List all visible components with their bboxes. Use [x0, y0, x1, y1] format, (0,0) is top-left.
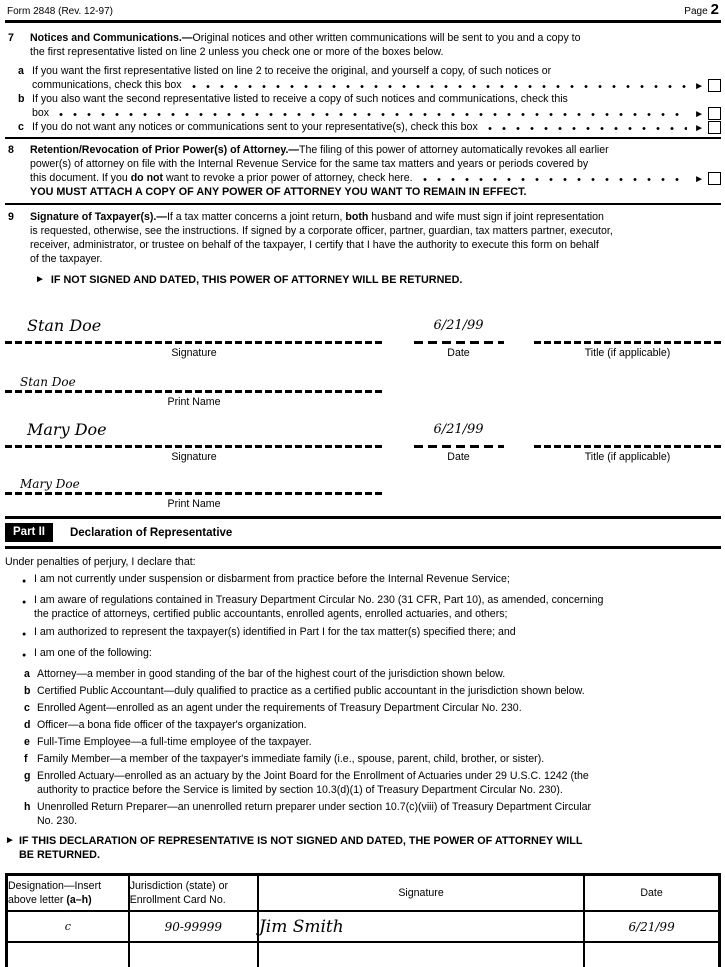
section-8-number: 8 [8, 144, 14, 156]
line-7c: c If you do not want any notices or communications sent to your representative(s), check this box ► [5, 120, 721, 134]
declaration-bullet: ● I am not currently under suspension or disbarment from practice before the Internal Revenue Service; [5, 572, 721, 589]
pointer-arrow-icon: ► [694, 109, 704, 120]
designation-cell[interactable]: c [7, 911, 129, 942]
line-7b-letter: b [18, 93, 25, 105]
perjury-intro: Under penalties of perjury, I declare that: [5, 556, 196, 568]
title-label: Title (if applicable) [584, 347, 671, 359]
pointer-arrow-icon: ► [694, 81, 704, 92]
designation-b: b Certified Public Accountant—duly qualified to practice as a certified public accountant in the jurisdiction shown below. [24, 685, 585, 697]
line-8-checkbox[interactable] [708, 172, 721, 185]
designation-c: c Enrolled Agent—enrolled as an agent under the requirements of Treasury Department Circular No. 230. [24, 702, 522, 714]
designation-a: a Attorney—a member in good standing of the bar of the highest court of the jurisdiction shown below. [24, 668, 506, 680]
declaration-bullet: ● I am aware of regulations contained in Treasury Department Circular No. 230 (31 CFR, Part 10), as amended, concerning the practice of attorneys, certified public accountants, enrolled agents, enrolled actuaries, and others; [22, 594, 604, 620]
section-8-retention: 8 Retention/Revocation of Prior Power(s) of Attorney.—The filing of this power of attorney automatically revokes all earlier power(s) of attorney on file with the Internal Revenue Service for the same tax matters and years or periods covered by this document. If you do not want to revoke a prior power of attorney, check here. ► YOU MUST ATTACH A COPY OF ANY POWER OF ATTORNEY YOU WANT TO REMAIN IN EFFECT. [5, 143, 721, 199]
declaration-bullet: ● I am one of the following: [5, 646, 721, 663]
page-header [5, 0, 721, 20]
section-divider [5, 203, 721, 205]
line-7a-letter: a [18, 65, 24, 77]
line-7b-checkbox[interactable] [708, 107, 721, 120]
part2-header [5, 516, 721, 549]
page-number: 2 [710, 1, 719, 18]
not-signed-warning: ► IF NOT SIGNED AND DATED, THIS POWER OF ATTORNEY WILL BE RETURNED. [35, 274, 463, 286]
line-7c-letter: c [18, 121, 24, 133]
taxpayer1-title-value [534, 319, 721, 341]
designation-cell[interactable] [7, 942, 129, 967]
dot-leader [423, 178, 688, 181]
taxpayer1-signature-row [5, 316, 721, 360]
bullet-icon: ● [22, 652, 27, 659]
designation-column-header: Designation—Insert above letter (a–h) [7, 875, 129, 912]
signature-cell[interactable] [258, 942, 584, 967]
signature-label: Signature [171, 347, 217, 359]
dot-leader [192, 85, 688, 88]
print-name-label: Print Name [167, 396, 221, 408]
section-8-warning: YOU MUST ATTACH A COPY OF ANY POWER OF ATTORNEY YOU WANT TO REMAIN IN EFFECT. [30, 186, 527, 198]
designation-h: h Unenrolled Return Preparer—an unenrolled return preparer under section 10.7(c)(viii) of Treasury Department Circular No. 230. [24, 801, 592, 827]
section-9-signature: 9 Signature of Taxpayer(s).—If a tax matter concerns a joint return, both husband and wife must sign if joint representation is requested, otherwise, see the instructions. If signed by a corporate officer, partner, guardian, tax matters partner, executor, receiver, administrator, or trustee on behalf of the taxpayer, I certify that I have the authority to execute this form on behalf of the taxpayer. [5, 210, 721, 266]
table-row [7, 942, 720, 967]
designation-d: d Officer—a bona fide officer of the taxpayer's organization. [24, 719, 307, 731]
taxpayer1-date-value: 6/21/99 [433, 318, 484, 333]
designation-e: e Full-Time Employee—a full-time employee of the taxpayer. [24, 736, 312, 748]
pointer-arrow-icon: ► [5, 835, 15, 846]
table-row [7, 911, 720, 942]
bullet-icon: ● [22, 578, 27, 585]
jurisdiction-column-header: Jurisdiction (state) or Enrollment Card No. [129, 875, 258, 912]
signature-column-header: Signature [258, 875, 584, 912]
dot-leader [59, 113, 687, 116]
designation-f: f Family Member—a member of the taxpayer's immediate family (i.e., spouse, parent, child, brother, or sister). [24, 753, 545, 765]
date-label: Date [447, 451, 470, 463]
taxpayer2-print-name-value: Mary Doe [20, 477, 80, 491]
title-label: Title (if applicable) [584, 451, 671, 463]
line-7c-checkbox[interactable] [708, 121, 721, 134]
designation-g: g Enrolled Actuary—enrolled as an actuary by the Joint Board for the Enrollment of Actuaries under 29 U.S.C. 1242 (the authority to practice before the Service is limited by section 10.3(d)(1) of Treasury Department Circular No. 230). [24, 770, 589, 796]
dot-leader [488, 127, 687, 130]
date-label: Date [447, 347, 470, 359]
page-label: Page [684, 6, 708, 17]
date-cell[interactable]: 6/21/99 [584, 911, 719, 942]
section-7-notices [5, 31, 721, 134]
part2-badge: Part II [5, 523, 53, 542]
date-column-header: Date [584, 875, 719, 912]
print-name-label: Print Name [167, 498, 221, 510]
section-7-text: Notices and Communications.—Original notices and other written communications will be sent to you and a copy to the first representative listed on line 2 unless you check one or more of the boxes below. [30, 32, 581, 58]
taxpayer2-title-value [534, 423, 721, 445]
signature-cell[interactable]: Jim Smith [258, 911, 584, 942]
taxpayer1-print-name-block [5, 375, 383, 409]
section-9-number: 9 [8, 211, 14, 223]
signature-label: Signature [171, 451, 217, 463]
bullet-icon: ● [22, 599, 27, 606]
line-7b: b If you also want the second representative listed to receive a copy of such notices and communications, check this box ► [5, 92, 721, 120]
part2-title: Declaration of Representative [69, 526, 233, 539]
taxpayer2-date-value: 6/21/99 [433, 422, 484, 437]
taxpayer2-signature-value: Mary Doe [27, 420, 107, 439]
table-header-row [7, 875, 720, 912]
declaration-bullet: ● I am authorized to represent the taxpayer(s) identified in Part I for the tax matter(s) specified there; and [5, 625, 721, 642]
pointer-arrow-icon: ► [694, 123, 704, 134]
bullet-icon: ● [22, 631, 27, 638]
taxpayer1-signature-value: Stan Doe [27, 316, 102, 335]
taxpayer1-print-name-value: Stan Doe [20, 375, 76, 389]
section-divider [5, 137, 721, 139]
jurisdiction-cell[interactable]: 90-99999 [129, 911, 258, 942]
line-7a-checkbox[interactable] [708, 79, 721, 92]
pointer-arrow-icon: ► [694, 174, 704, 185]
section-7-number: 7 [8, 32, 14, 44]
form-id: Form 2848 (Rev. 12-97) [7, 6, 113, 17]
taxpayer2-signature-row [5, 420, 721, 464]
pointer-arrow-icon: ► [35, 274, 45, 285]
header-rule [5, 20, 721, 23]
declaration-warning: ► IF THIS DECLARATION OF REPRESENTATIVE IS NOT SIGNED AND DATED, THE POWER OF ATTORNEY WILL BE RETURNED. [5, 835, 583, 861]
representative-table [5, 873, 721, 967]
jurisdiction-cell[interactable] [129, 942, 258, 967]
page-indicator [684, 3, 719, 19]
line-7a: a If you want the first representative listed on line 2 to receive the original, and yourself a copy, of such notices or communications, check this box ► [5, 64, 721, 92]
taxpayer2-print-name-block [5, 477, 383, 511]
date-cell[interactable] [584, 942, 719, 967]
